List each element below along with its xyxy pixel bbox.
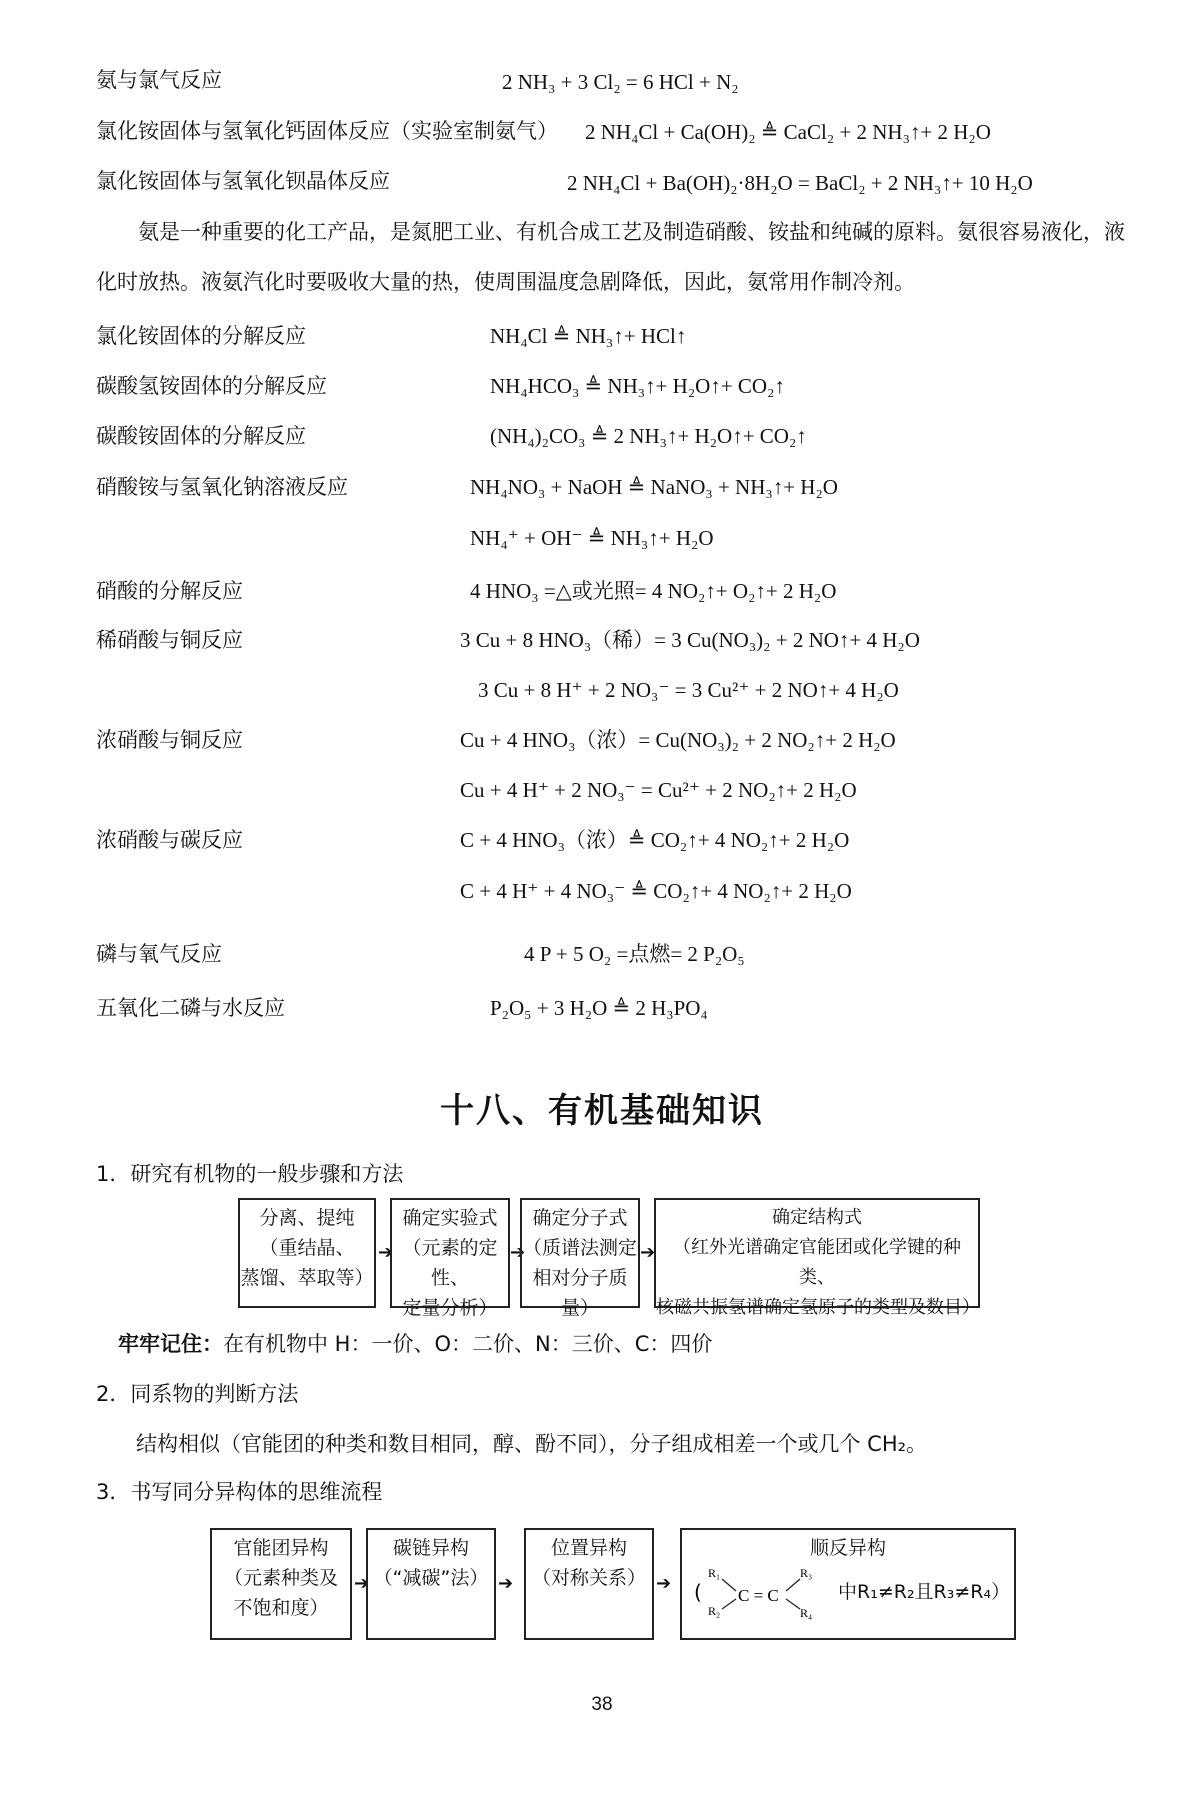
arrow-right-icon: ➔ [354,1573,370,1594]
ammonia-paragraph: 氨是一种重要的化工产品，是氮肥工业、有机合成工艺及制造硝酸、铵盐和纯碱的原料。氨很容易液化，液化时放热。液氨汽化时要吸收大量的热，使周围温度急剧降低，因此，氨常用作制冷剂。 [96,220,1125,294]
reaction-label: 氯化铵固体的分解反应 [96,324,306,348]
reaction-equation: P₂O₅ + 3 H₂O ≜ 2 H₃PO₄ [490,996,708,1020]
page-number: 38 [591,1694,613,1715]
reaction-equation: (NH₄)₂CO₃ ≜ 2 NH₃↑+ H₂O↑+ CO₂↑ [490,424,807,448]
flow-box: 分离、提纯 （重结晶、 蒸馏、萃取等） [238,1198,376,1308]
section-title: 十八、有机基础知识 [440,1091,764,1131]
svg-text:R₂: R₂ [708,1604,721,1618]
reaction-equation: C + 4 H⁺ + 4 NO₃⁻ ≜ CO₂↑+ 4 NO₂↑+ 2 H₂O [460,879,852,903]
flow-box: 位置异构 （对称关系） [524,1528,654,1640]
reaction-label: 硝酸铵与氢氧化钠溶液反应 [96,475,348,499]
arrow-right-icon: ➔ [498,1573,514,1594]
remember-note: 牢牢记住：在有机物中 H：一价、O：二价、N：三价、C：四价 [118,1332,713,1356]
flow-box: 确定结构式 （红外光谱确定官能团或化学键的种类、 核磁共振氢谱确定氢原子的类型及数目） [654,1198,980,1308]
reaction-label: 五氧化二磷与水反应 [96,996,285,1020]
reaction-label: 氯化铵固体与氢氧化钙固体反应（实验室制氨气） [96,119,558,143]
reaction-label: 浓硝酸与铜反应 [96,728,243,752]
alkene-structure-icon [694,1563,834,1623]
item-heading: 2．同系物的判断方法 [96,1382,299,1406]
item-heading: 1．研究有机物的一般步骤和方法 [96,1162,404,1186]
flow-box: 确定实验式 （元素的定性、 定量分析） [390,1198,510,1308]
reaction-equation: Cu + 4 HNO₃（浓）= Cu(NO₃)₂ + 2 NO₂↑+ 2 H₂O [460,728,896,752]
reaction-equation: NH₄⁺ + OH⁻ ≜ NH₃↑+ H₂O [470,526,714,550]
reaction-equation: C + 4 HNO₃（浓）≜ CO₂↑+ 4 NO₂↑+ 2 H₂O [460,828,850,852]
arrow-right-icon: ➔ [640,1242,656,1263]
svg-text:R₃: R₃ [800,1566,813,1580]
svg-text:R₄: R₄ [800,1606,813,1620]
cis-trans-structure: ( R₁ R₂ C = C R₃ R₄ 中R₁≠R₂且R₃≠R₄） [682,1563,1014,1623]
reaction-label: 碳酸铵固体的分解反应 [96,424,306,448]
item-heading: 3．书写同分异构体的思维流程 [96,1480,383,1504]
reaction-label: 磷与氧气反应 [96,942,222,966]
reaction-equation: NH₄NO₃ + NaOH ≜ NaNO₃ + NH₃↑+ H₂O [470,475,838,499]
reaction-equation: Cu + 4 H⁺ + 2 NO₃⁻ = Cu²⁺ + 2 NO₂↑+ 2 H₂O [460,778,857,802]
reaction-equation: NH₄HCO₃ ≜ NH₃↑+ H₂O↑+ CO₂↑ [490,374,785,398]
reaction-equation: NH₄Cl ≜ NH₃↑+ HCl↑ [490,324,687,348]
reaction-equation: 2 NH₃ + 3 Cl₂ = 6 HCl + N₂ [502,70,739,94]
reaction-label: 浓硝酸与碳反应 [96,828,243,852]
reaction-label: 稀硝酸与铜反应 [96,628,243,652]
flow-box: 碳链异构 （“减碳”法） [366,1528,496,1640]
svg-text:(: ( [694,1580,702,1604]
reaction-equation: 2 NH₄Cl + Ca(OH)₂ ≜ CaCl₂ + 2 NH₃↑+ 2 H₂O [585,120,991,144]
reaction-equation: 3 Cu + 8 H⁺ + 2 NO₃⁻ = 3 Cu²⁺ + 2 NO↑+ 4 H₂O [478,678,899,702]
reaction-equation: 4 HNO₃ =△或光照= 4 NO₂↑+ O₂↑+ 2 H₂O [470,579,837,603]
item-text: 结构相似（官能团的种类和数目相同，醇、酚不同），分子组成相差一个或几个 CH₂。 [136,1432,928,1456]
flow-box: 官能团异构 （元素种类及 不饱和度） [210,1528,352,1640]
flow-box: 顺反异构 ( R₁ R₂ C = C R₃ R₄ 中R₁≠R₂且R₃≠R₄） [680,1528,1016,1640]
reaction-label: 氯化铵固体与氢氧化钡晶体反应 [96,169,390,193]
reaction-equation: 4 P + 5 O₂ =点燃= 2 P₂O₅ [524,942,745,966]
reaction-equation: 3 Cu + 8 HNO₃（稀）= 3 Cu(NO₃)₂ + 2 NO↑+ 4 H₂O [460,628,920,652]
arrow-right-icon: ➔ [510,1242,526,1263]
reaction-label: 氨与氯气反应 [96,68,222,92]
reaction-label: 碳酸氢铵固体的分解反应 [96,374,327,398]
reaction-label: 硝酸的分解反应 [96,579,243,603]
reaction-equation: 2 NH₄Cl + Ba(OH)₂·8H₂O = BaCl₂ + 2 NH₃↑+ 10 H₂O [567,171,1033,195]
svg-text:C = C: C = C [738,1586,779,1605]
arrow-right-icon: ➔ [656,1573,672,1594]
flow-box: 确定分子式 （质谱法测定 相对分子质量） [520,1198,640,1308]
svg-text:R₁: R₁ [708,1566,721,1580]
arrow-right-icon: ➔ [378,1242,394,1263]
